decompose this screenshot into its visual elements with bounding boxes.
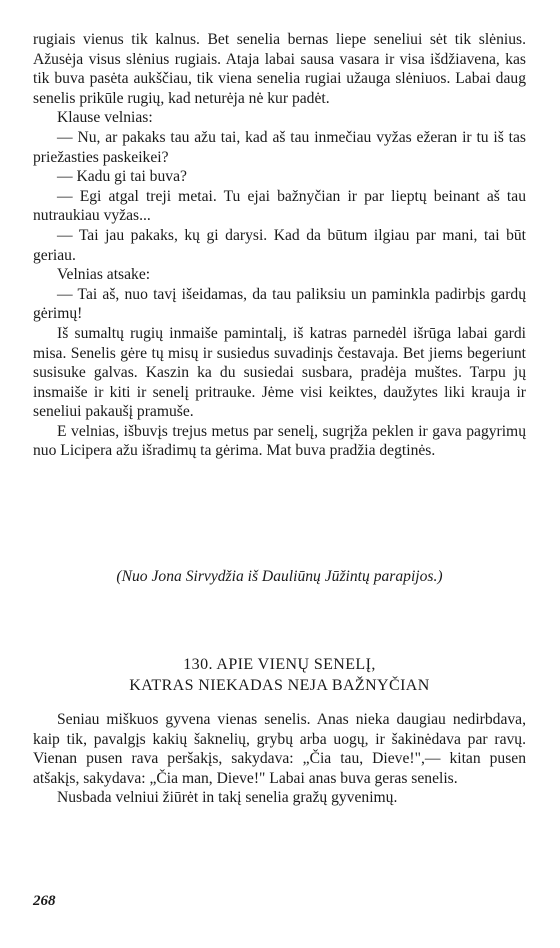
paragraph: Iš sumaltų rugių inmaiše pamintalį, iš katras parnedėl išrūga labai gardi misa. Senelis gėre tų misų ir susiedus suvadinįs čestavaja. Bet jiems begeriunt susisuke galvas. Kaszin ka du susiedai susbara, pradėja muštes. Tarpu jų insmaiše ir kiti ir senelį pritrauke. Jėme visi keiktes, daužytes liki krauja ir seneliui pakaušį pramuše. [33, 324, 526, 421]
paragraph: — Tai aš, nuo tavį išeidamas, da tau paliksiu un paminkla padirbįs gardų gėrimų! [33, 285, 526, 323]
paragraph: E velnias, išbuvįs trejus metus par senelį, sugrįža peklen ir gava pagyrimų nuo Licipera ažu išradimų ta gėrima. Mat buva pradžia degtinės. [33, 422, 526, 460]
page-number: 268 [33, 893, 56, 909]
paragraph: — Egi atgal treji metai. Tu ejai bažnyčian ir par lieptų beinant aš tau nutraukiau vyžas... [33, 187, 526, 225]
paragraph: Seniau miškuos gyvena vienas senelis. Anas nieka daugiau nedirbdava, kaip tik, pavalgįs kakių šaknelių, grybų arba uogų, ir šakinėdava par ravų. Vienan pusen rava peršakįs, sakydava: „Čia tau, Dieve!",— kitan pusen atšakįs, sakydava: „Čia man, Dieve!" Labai anas buva geras senelis. [33, 711, 526, 787]
heading-line-1: 130. APIE VIENŲ SENELĮ, [183, 656, 376, 673]
paragraph: Nusbada velniui žiūrėt in takį senelia gražų gyvenimų. [57, 789, 398, 807]
paragraph: Klause velnias: [57, 109, 153, 127]
paragraph: — Tai jau pakaks, kų gi darysi. Kad da būtum ilgiau par mani, tai būt geriau. [33, 226, 526, 264]
paragraph: Velnias atsake: [57, 266, 151, 284]
source-note: (Nuo Jona Sirvydžia iš Dauliūnų Jūžintų parapijos.) [116, 568, 443, 585]
paragraph: — Kadu gi tai buva? [57, 168, 187, 186]
story-body [33, 710, 526, 808]
paragraph: rugiais vienus tik kalnus. Bet senelia bernas liepe seneliui sėt tik slėnius. Ažusėja visus slėnius rugiais. Ataja labai sausa vasara ir visa išdžiavena, kas tik buva pasėta aukščiau, tik viena senelia rugiai užauga slėniuos. Labai daug senelis prikūle rugių, kad neturėja nė kur padėt. [33, 31, 526, 107]
paragraph: — Nu, ar pakaks tau ažu tai, kad aš tau inmečiau vyžas ežeran ir tu iš tas priežasties paskeikei? [33, 128, 526, 166]
story-heading [33, 655, 526, 696]
story-continuation [33, 30, 526, 461]
heading-line-2: KATRAS NIEKADAS NEJA BAŽNYČIAN [129, 676, 430, 694]
